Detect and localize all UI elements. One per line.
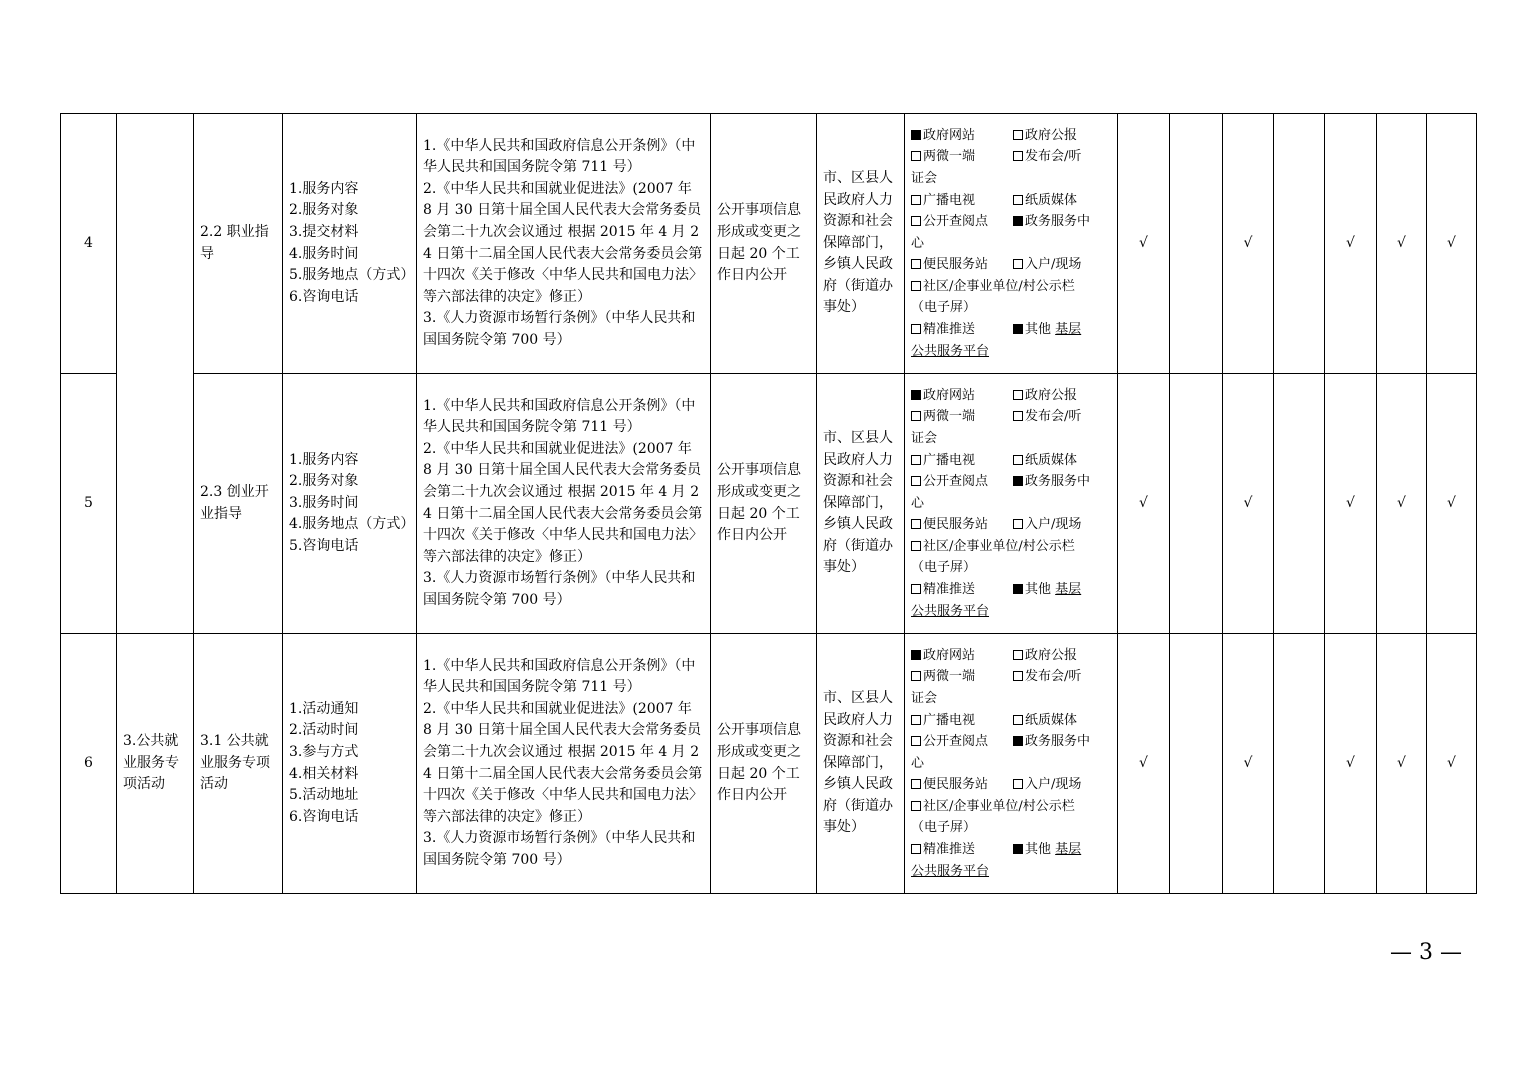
basis-item: 2.《中华人民共和国就业促进法》(2007 年 8 月 30 日第十届全国人民代表大会常务委员会第二十九次会议通过 根据 2015 年 4 月 24 日第十二届全国人民代表大会常务委员会第十四次《关于修改〈中华人民共和国电力法〉等六部法律的决定》修正） [423, 180, 703, 305]
subject-cell: 市、区县人民政府人力资源和社会保障部门，乡镇人民政府（街道办事处） [817, 634, 905, 894]
content-item: 2.服务对象 [289, 473, 359, 490]
page-number: — 3 — [1390, 940, 1462, 965]
unchecked-box-icon [1013, 779, 1023, 789]
unchecked-box-icon [911, 584, 921, 594]
checked-box-icon [1013, 736, 1023, 746]
table-row [61, 374, 1477, 634]
table-row [61, 634, 1477, 894]
unchecked-box-icon [911, 259, 921, 269]
content-item: 5.咨询电话 [289, 537, 359, 554]
check-cell: √ [1427, 634, 1477, 894]
channels-cell: 政府网站 政府公报 两微一端 发布会/听 证会 广播电视 纸质媒体 公开查阅点 政务服务中 心 便民服务站 入户/现场 社区/企事业单位/村公示栏 （电子屏） 精准推送 其他 基层 公共服务平台 [905, 634, 1118, 894]
subcategory-cell: 2.2 职业指导 [194, 114, 283, 374]
unchecked-box-icon [911, 736, 921, 746]
content-item: 4.服务时间 [289, 245, 359, 262]
content-item: 5.服务地点（方式） [289, 267, 415, 284]
category-cell: 3.公共就业服务专项活动 [117, 634, 194, 894]
check-cell: √ [1427, 114, 1477, 374]
unchecked-box-icon [911, 216, 921, 226]
check-cell: √ [1325, 374, 1377, 634]
check-cell: √ [1325, 634, 1377, 894]
check-cell: √ [1118, 114, 1170, 374]
basis-item: 1.《中华人民共和国政府信息公开条例》（中华人民共和国国务院令第 711 号） [423, 657, 696, 696]
basis-item: 2.《中华人民共和国就业促进法》(2007 年 8 月 30 日第十届全国人民代表大会常务委员会第二十九次会议通过 根据 2015 年 4 月 24 日第十二届全国人民代表大会常务委员会第十四次《关于修改〈中华人民共和国电力法〉等六部法律的决定》修正） [423, 700, 703, 825]
unchecked-box-icon [911, 715, 921, 725]
time-limit-cell: 公开事项信息形成或变更之日起 20 个工作日内公开 [711, 374, 817, 634]
check-cell: √ [1377, 634, 1427, 894]
unchecked-box-icon [911, 455, 921, 465]
unchecked-box-icon [1013, 455, 1023, 465]
content-cell [283, 114, 417, 374]
time-limit-cell: 公开事项信息形成或变更之日起 20 个工作日内公开 [711, 634, 817, 894]
check-cell [1274, 634, 1325, 894]
content-item: 5.活动地址 [289, 787, 359, 804]
check-cell: √ [1118, 374, 1170, 634]
content-item: 2.活动时间 [289, 722, 359, 739]
check-cell: √ [1427, 374, 1477, 634]
checked-box-icon [1013, 216, 1023, 226]
check-cell: √ [1223, 374, 1274, 634]
row-number: 6 [61, 634, 117, 894]
checked-box-icon [911, 390, 921, 400]
category-cell [117, 114, 194, 634]
unchecked-box-icon [911, 281, 921, 291]
disclosure-table [60, 113, 1477, 894]
content-item: 1.服务内容 [289, 451, 359, 468]
content-item: 4.服务地点（方式） [289, 516, 415, 533]
unchecked-box-icon [1013, 195, 1023, 205]
time-limit-cell: 公开事项信息形成或变更之日起 20 个工作日内公开 [711, 114, 817, 374]
table-row [61, 114, 1477, 374]
unchecked-box-icon [911, 151, 921, 161]
unchecked-box-icon [911, 541, 921, 551]
content-item: 2.服务对象 [289, 202, 359, 219]
unchecked-box-icon [1013, 259, 1023, 269]
content-item: 3.服务时间 [289, 494, 359, 511]
channels-cell: 政府网站 政府公报 两微一端 发布会/听 证会 广播电视 纸质媒体 公开查阅点 政务服务中 心 便民服务站 入户/现场 社区/企事业单位/村公示栏 （电子屏） 精准推送 其他 基层 公共服务平台 [905, 374, 1118, 634]
check-cell [1170, 634, 1223, 894]
unchecked-box-icon [911, 411, 921, 421]
content-item: 1.服务内容 [289, 180, 359, 197]
check-cell [1170, 114, 1223, 374]
content-item: 3.提交材料 [289, 223, 359, 240]
basis-item: 3.《人力资源市场暂行条例》（中华人民共和国国务院令第 700 号） [423, 830, 696, 868]
checked-box-icon [1013, 844, 1023, 854]
checked-box-icon [911, 130, 921, 140]
unchecked-box-icon [1013, 390, 1023, 400]
subcategory-cell: 3.1 公共就业服务专项活动 [194, 634, 283, 894]
content-item: 6.咨询电话 [289, 288, 359, 305]
unchecked-box-icon [911, 844, 921, 854]
subject-cell: 市、区县人民政府人力资源和社会保障部门，乡镇人民政府（街道办事处） [817, 374, 905, 634]
unchecked-box-icon [911, 671, 921, 681]
basis-item: 1.《中华人民共和国政府信息公开条例》（中华人民共和国国务院令第 711 号） [423, 397, 696, 436]
unchecked-box-icon [1013, 650, 1023, 660]
unchecked-box-icon [911, 195, 921, 205]
unchecked-box-icon [1013, 671, 1023, 681]
checked-box-icon [1013, 324, 1023, 334]
unchecked-box-icon [911, 801, 921, 811]
row-number: 5 [61, 374, 117, 634]
content-item: 1.活动通知 [289, 700, 359, 717]
subcategory-cell: 2.3 创业开业指导 [194, 374, 283, 634]
checked-box-icon [911, 650, 921, 660]
check-cell [1274, 374, 1325, 634]
check-cell: √ [1377, 374, 1427, 634]
unchecked-box-icon [1013, 151, 1023, 161]
unchecked-box-icon [911, 779, 921, 789]
unchecked-box-icon [1013, 715, 1023, 725]
content-cell [283, 374, 417, 634]
check-cell [1170, 374, 1223, 634]
check-cell: √ [1377, 114, 1427, 374]
channels-cell: 政府网站 政府公报 两微一端 发布会/听 证会 广播电视 纸质媒体 公开查阅点 政务服务中 心 便民服务站 入户/现场 社区/企事业单位/村公示栏 （电子屏） 精准推送 其他 基层 公共服务平台 [905, 114, 1118, 374]
check-cell: √ [1325, 114, 1377, 374]
subject-cell: 市、区县人民政府人力资源和社会保障部门，乡镇人民政府（街道办事处） [817, 114, 905, 374]
content-cell [283, 634, 417, 894]
content-item: 6.咨询电话 [289, 808, 359, 825]
basis-item: 3.《人力资源市场暂行条例》（中华人民共和国国务院令第 700 号） [423, 570, 696, 608]
unchecked-box-icon [1013, 519, 1023, 529]
unchecked-box-icon [911, 476, 921, 486]
check-cell: √ [1118, 634, 1170, 894]
basis-cell [417, 114, 711, 374]
content-item: 3.参与方式 [289, 743, 359, 760]
unchecked-box-icon [1013, 411, 1023, 421]
unchecked-box-icon [911, 324, 921, 334]
content-item: 4.相关材料 [289, 765, 359, 782]
check-cell: √ [1223, 634, 1274, 894]
unchecked-box-icon [1013, 130, 1023, 140]
check-cell [1274, 114, 1325, 374]
basis-item: 3.《人力资源市场暂行条例》（中华人民共和国国务院令第 700 号） [423, 310, 696, 348]
checked-box-icon [1013, 476, 1023, 486]
check-cell: √ [1223, 114, 1274, 374]
basis-cell [417, 634, 711, 894]
basis-cell [417, 374, 711, 634]
checked-box-icon [1013, 584, 1023, 594]
unchecked-box-icon [911, 519, 921, 529]
basis-item: 1.《中华人民共和国政府信息公开条例》（中华人民共和国国务院令第 711 号） [423, 137, 696, 176]
basis-item: 2.《中华人民共和国就业促进法》(2007 年 8 月 30 日第十届全国人民代表大会常务委员会第二十九次会议通过 根据 2015 年 4 月 24 日第十二届全国人民代表大会常务委员会第十四次《关于修改〈中华人民共和国电力法〉等六部法律的决定》修正） [423, 440, 703, 565]
row-number: 4 [61, 114, 117, 374]
